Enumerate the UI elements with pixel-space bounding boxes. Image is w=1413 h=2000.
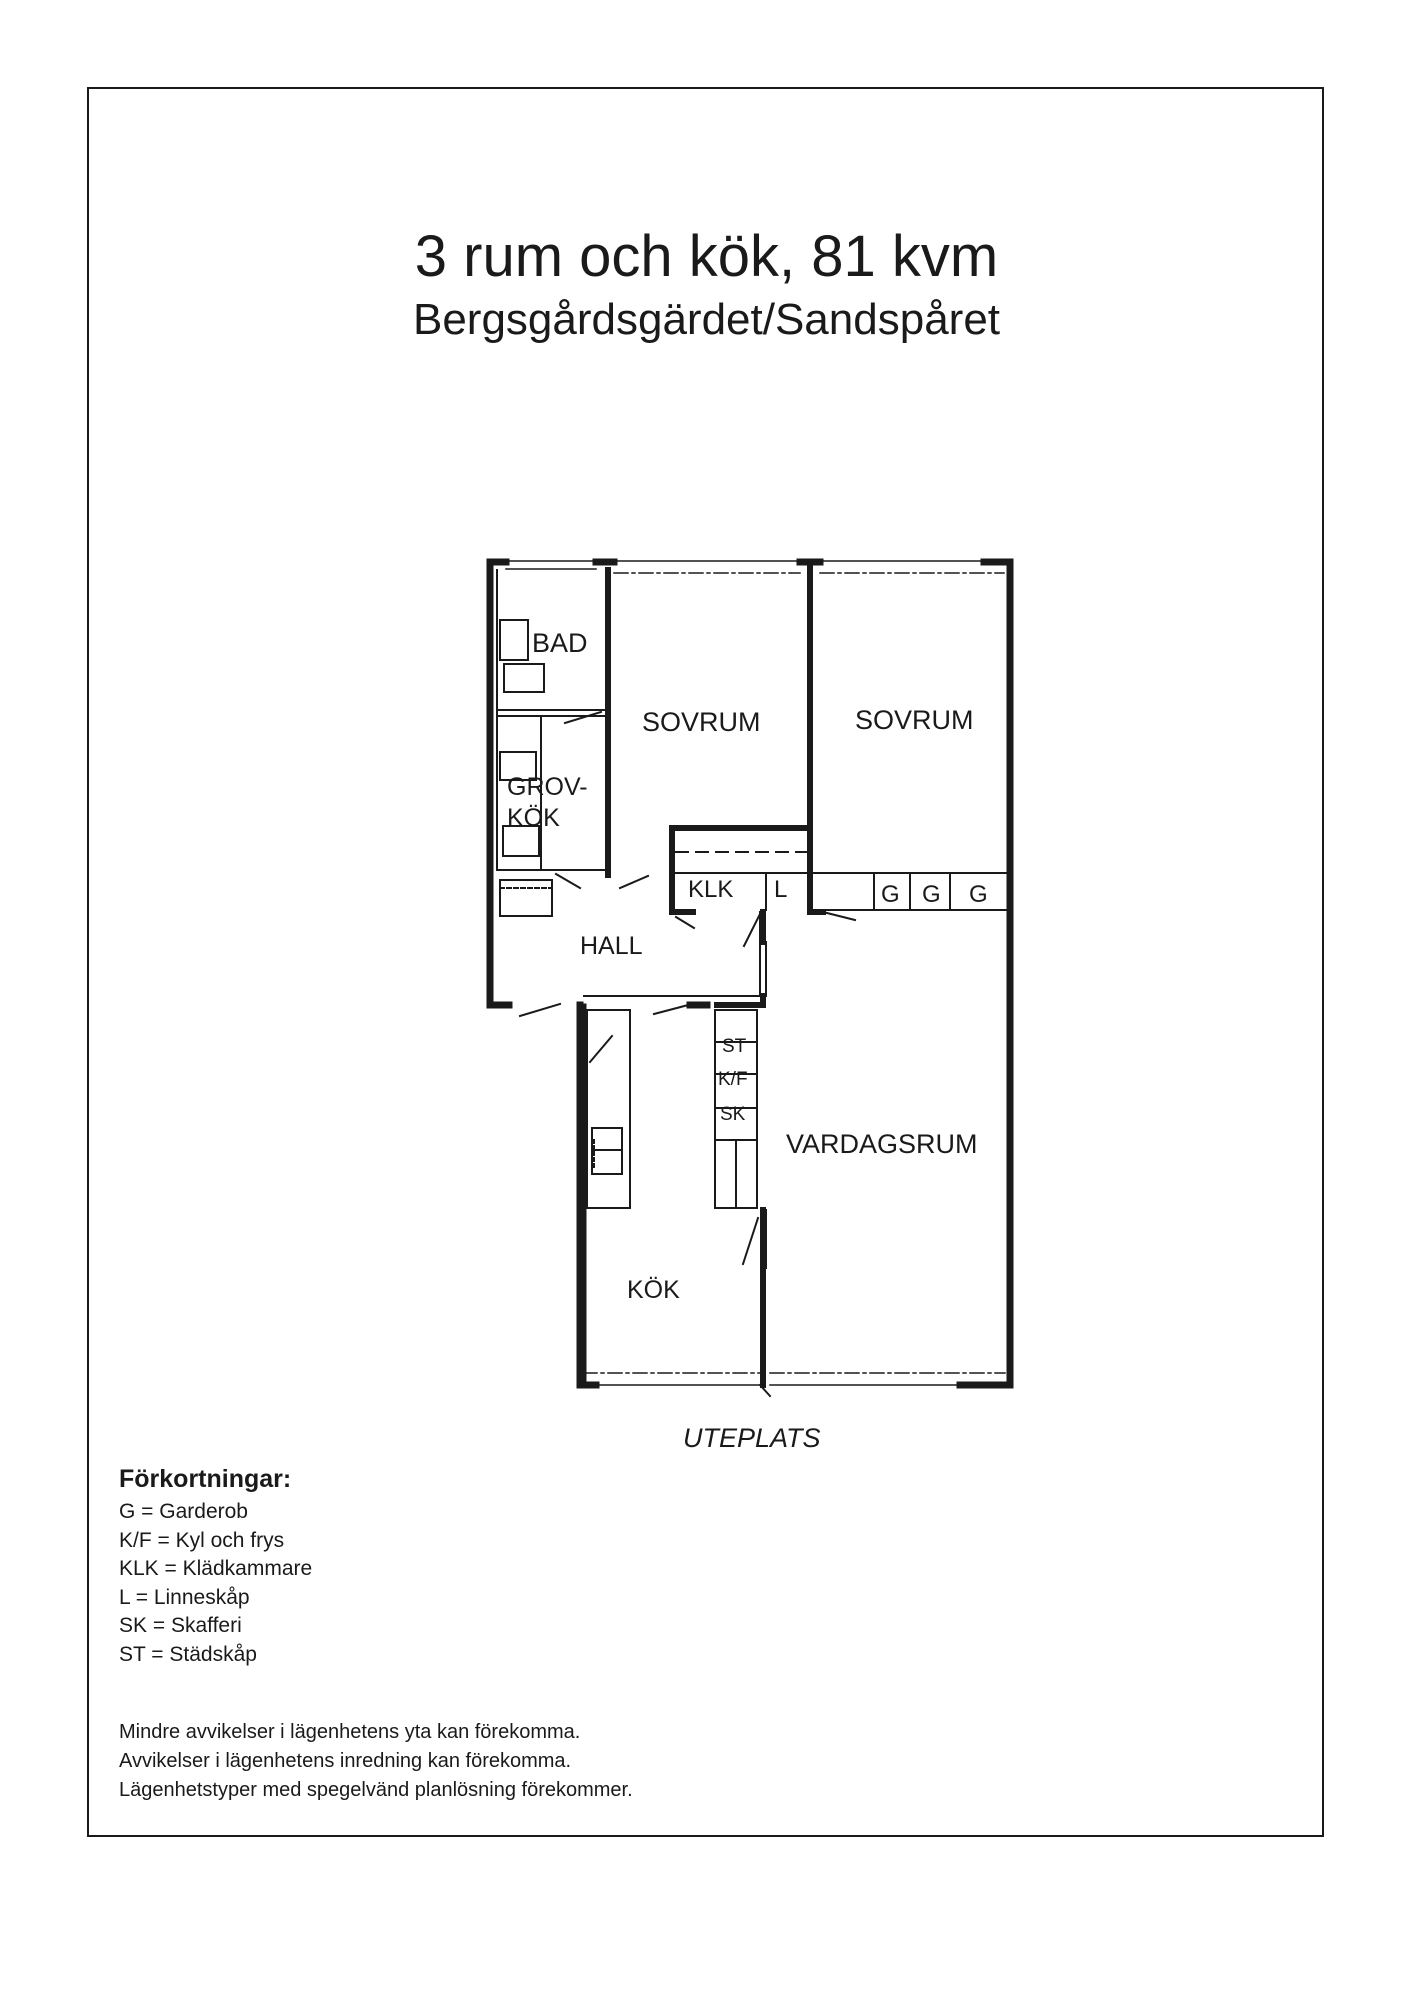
room-label-vardagsrum: VARDAGSRUM [786,1129,978,1159]
legend-item: K/F = Kyl och frys [119,1528,285,1552]
disclaimer-notes [119,1718,633,1805]
room-label-linneskap: L [774,876,788,903]
room-label-grovkok-line1: GROV- [507,773,588,801]
legend-item: SK = Skafferi [119,1614,242,1637]
room-label-sovrum-1: SOVRUM [642,707,761,737]
room-label-garderob-1: G [881,881,900,908]
outside-label-uteplats: UTEPLATS [683,1423,821,1453]
legend-item: ST = Städskåp [119,1642,257,1666]
page-title: 3 rum och kök, 81 kvm [414,224,999,289]
room-label-kyl-frys: K/F [718,1069,748,1090]
legend-item: L = Linneskåp [119,1585,250,1609]
legend [119,1464,312,1669]
interior-walls [585,566,823,1385]
outer-walls [490,562,1010,1385]
room-label-stadskap: ST [722,1036,747,1057]
room-label-klk: KLK [688,876,734,903]
room-label-kok: KÖK [627,1276,680,1304]
room-label-sovrum-2: SOVRUM [855,705,974,735]
disclaimer-note: Lägenhetstyper med spegelvänd planlösning förekommer. [119,1779,633,1801]
legend-list [119,1498,312,1669]
bathroom-fixtures [500,620,552,916]
legend-heading: Förkortningar: [119,1465,292,1493]
disclaimer-note: Avvikelser i lägenhetens inredning kan förekomma. [119,1750,572,1772]
room-label-garderob-3: G [969,881,988,908]
page-subtitle: Bergsgårdsgärdet/Sandspåret [412,295,1001,344]
room-label-grovkok-line2: KÖK [507,804,560,832]
room-label-hall: HALL [580,932,643,960]
doors [520,712,855,1396]
legend-item: G = Garderob [119,1500,248,1523]
room-label-garderob-2: G [922,881,941,908]
disclaimer-note: Mindre avvikelser i lägenhetens yta kan förekomma. [119,1721,581,1743]
legend-item: KLK = Klädkammare [119,1557,313,1580]
room-label-bad: BAD [532,628,588,658]
room-label-skafferi: SK [720,1104,746,1125]
